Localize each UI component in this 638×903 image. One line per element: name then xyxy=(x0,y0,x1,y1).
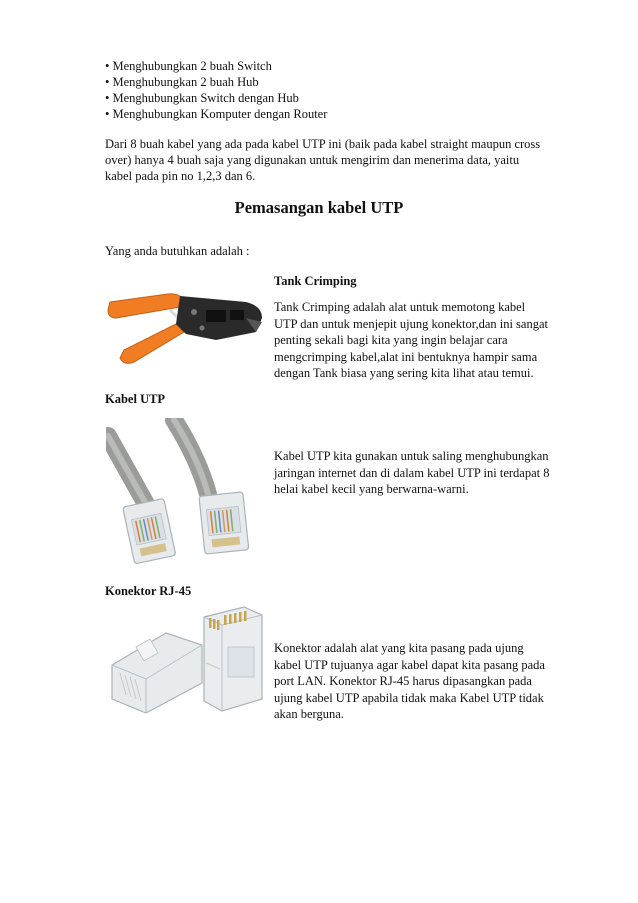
bullet-item: • Menghubungkan 2 buah Hub xyxy=(105,75,259,89)
description-line: Konektor adalah alat yang kita pasang pada ujung xyxy=(274,641,524,655)
crimping-tool-image xyxy=(106,288,266,366)
section-title: Pemasangan kabel UTP xyxy=(234,198,404,217)
description-line: Kabel UTP kita gunakan untuk saling menghubungkan xyxy=(274,449,549,463)
description-line: jaringan internet dan di dalam kabel UTP ini terdapat 8 xyxy=(274,465,550,480)
needs-label: Yang anda butuhkan adalah : xyxy=(105,244,250,258)
description-line: penting sekali bagi kita yang ingin belajar cara xyxy=(274,333,508,347)
description-line: port LAN. Konektor RJ-45 harus dipasangkan pada xyxy=(274,674,532,688)
paragraph-line: over) hanya 4 buah saja yang digunakan untuk mengirim dan menerima data, yaitu xyxy=(105,153,520,167)
description-line: dengan Tank biasa yang sering kita lihat atau temui. xyxy=(274,366,534,380)
description-line: Tank Crimping adalah alat untuk memotong kabel xyxy=(274,300,526,314)
description-line: helai kabel kecil yang berwarna-warni. xyxy=(274,482,469,496)
description-line: mengcrimping kabel,alat ini bentuknya hampir sama xyxy=(274,349,538,364)
utp-cable-image xyxy=(106,418,268,568)
konektor-title: Konektor RJ-45 xyxy=(105,584,192,598)
description-line: UTP dan untuk menjepit ujung konektor,dan ini sangat xyxy=(274,316,548,331)
konektor-description xyxy=(274,640,574,723)
paragraph-line: kabel pada pin no 1,2,3 dan 6. xyxy=(105,169,256,183)
bullet-item: • Menghubungkan Komputer dengan Router xyxy=(105,107,328,121)
description-line: ujung kabel UTP apabila tidak maka Kabel UTP tidak xyxy=(274,690,544,705)
rj45-connector-image xyxy=(106,603,268,718)
kabel-utp-description xyxy=(274,448,574,498)
bullet-item: • Menghubungkan Switch dengan Hub xyxy=(105,91,299,105)
bullet-item: • Menghubungkan 2 buah Switch xyxy=(105,59,272,73)
bullet-list xyxy=(105,58,327,122)
description-line: kabel UTP tujuanya agar kabel dapat kita pasang pada xyxy=(274,657,545,672)
tank-crimping-description xyxy=(274,299,574,382)
paragraph-line: Dari 8 buah kabel yang ada pada kabel UTP ini (baik pada kabel straight maupun cross xyxy=(105,137,541,151)
tank-crimping-title: Tank Crimping xyxy=(274,274,357,288)
intro-paragraph xyxy=(105,136,565,184)
description-line: akan berguna. xyxy=(274,707,344,721)
kabel-utp-title: Kabel UTP xyxy=(105,392,166,406)
